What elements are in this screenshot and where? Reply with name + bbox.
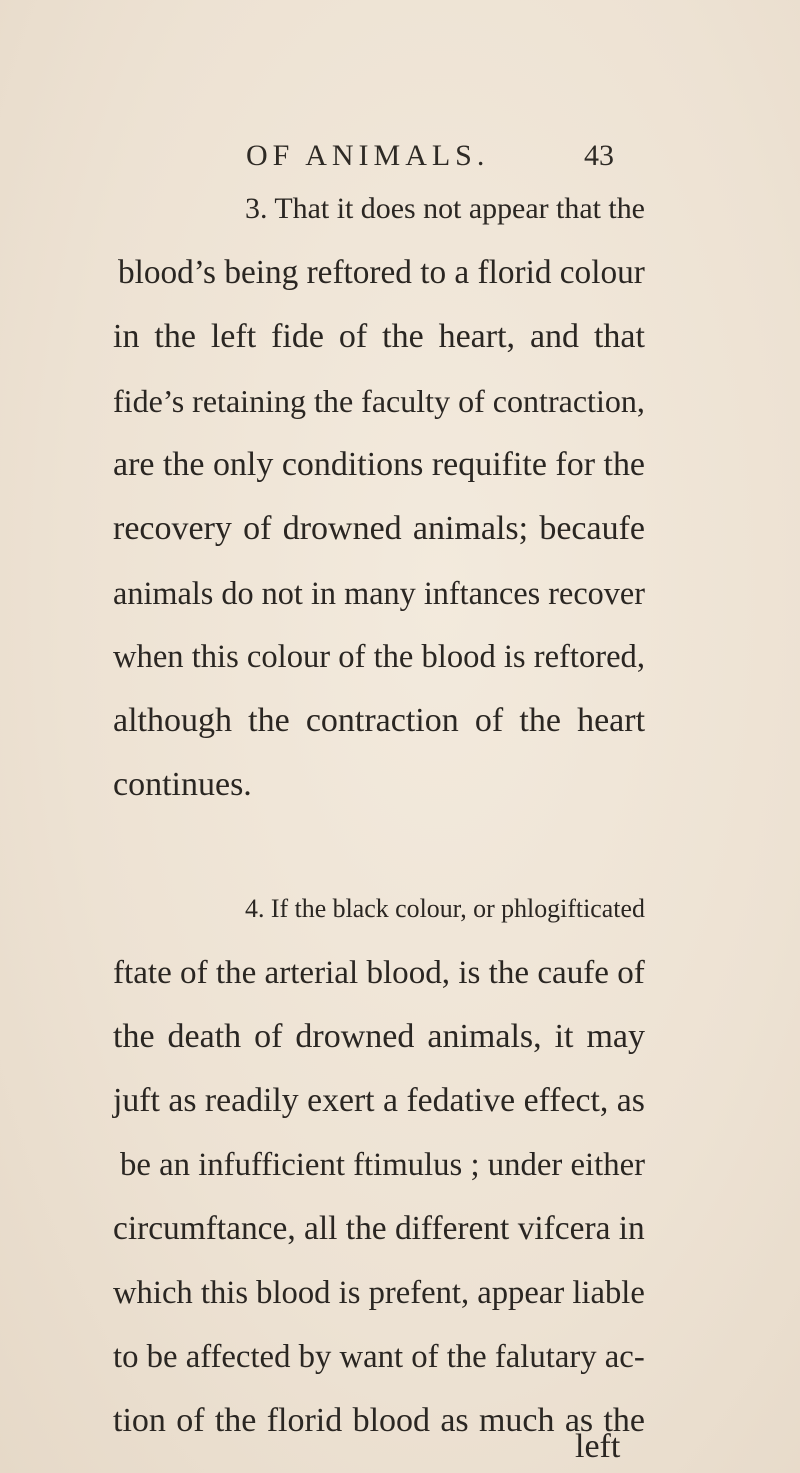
- text-line: circumftance, all the different vifcera in: [113, 1210, 645, 1247]
- running-title: OF ANIMALS.: [246, 139, 490, 172]
- text-line: are the only conditions requifite for the: [113, 446, 646, 483]
- text-line: the death of drowned animals, it may: [113, 1018, 646, 1055]
- text-line: in the left fide of the heart, and that: [113, 318, 645, 355]
- text-line: when this colour of the blood is reftored,: [113, 639, 645, 675]
- text-line: fide’s retaining the faculty of contraction,: [113, 383, 645, 419]
- text-line: to be affected by want of the falutary ac-: [113, 1339, 645, 1375]
- text-line: be an infufficient ftimulus ; under either: [120, 1147, 646, 1183]
- text-line: continues.: [113, 766, 252, 803]
- text-line: ftate of the arterial blood, is the caufe of: [113, 955, 645, 991]
- text-line: 4. If the black colour, or phlogifticated: [245, 894, 645, 923]
- text-line: blood’s being reftored to a florid colour: [118, 254, 645, 291]
- text-line: 3. That it does not appear that the: [245, 192, 645, 225]
- text-line: juft as readily exert a fedative effect, as: [113, 1082, 645, 1119]
- page-number: 43: [584, 139, 614, 172]
- catchword: left: [575, 1428, 621, 1465]
- running-head: [246, 136, 686, 176]
- text-line: which this blood is prefent, appear liable: [113, 1275, 645, 1311]
- text-line: animals do not in many inftances recover: [113, 575, 645, 611]
- text-line: recovery of drowned animals; becaufe: [113, 510, 646, 547]
- text-line: although the contraction of the heart: [113, 702, 646, 739]
- text-line: tion of the florid blood as much as the: [113, 1402, 646, 1439]
